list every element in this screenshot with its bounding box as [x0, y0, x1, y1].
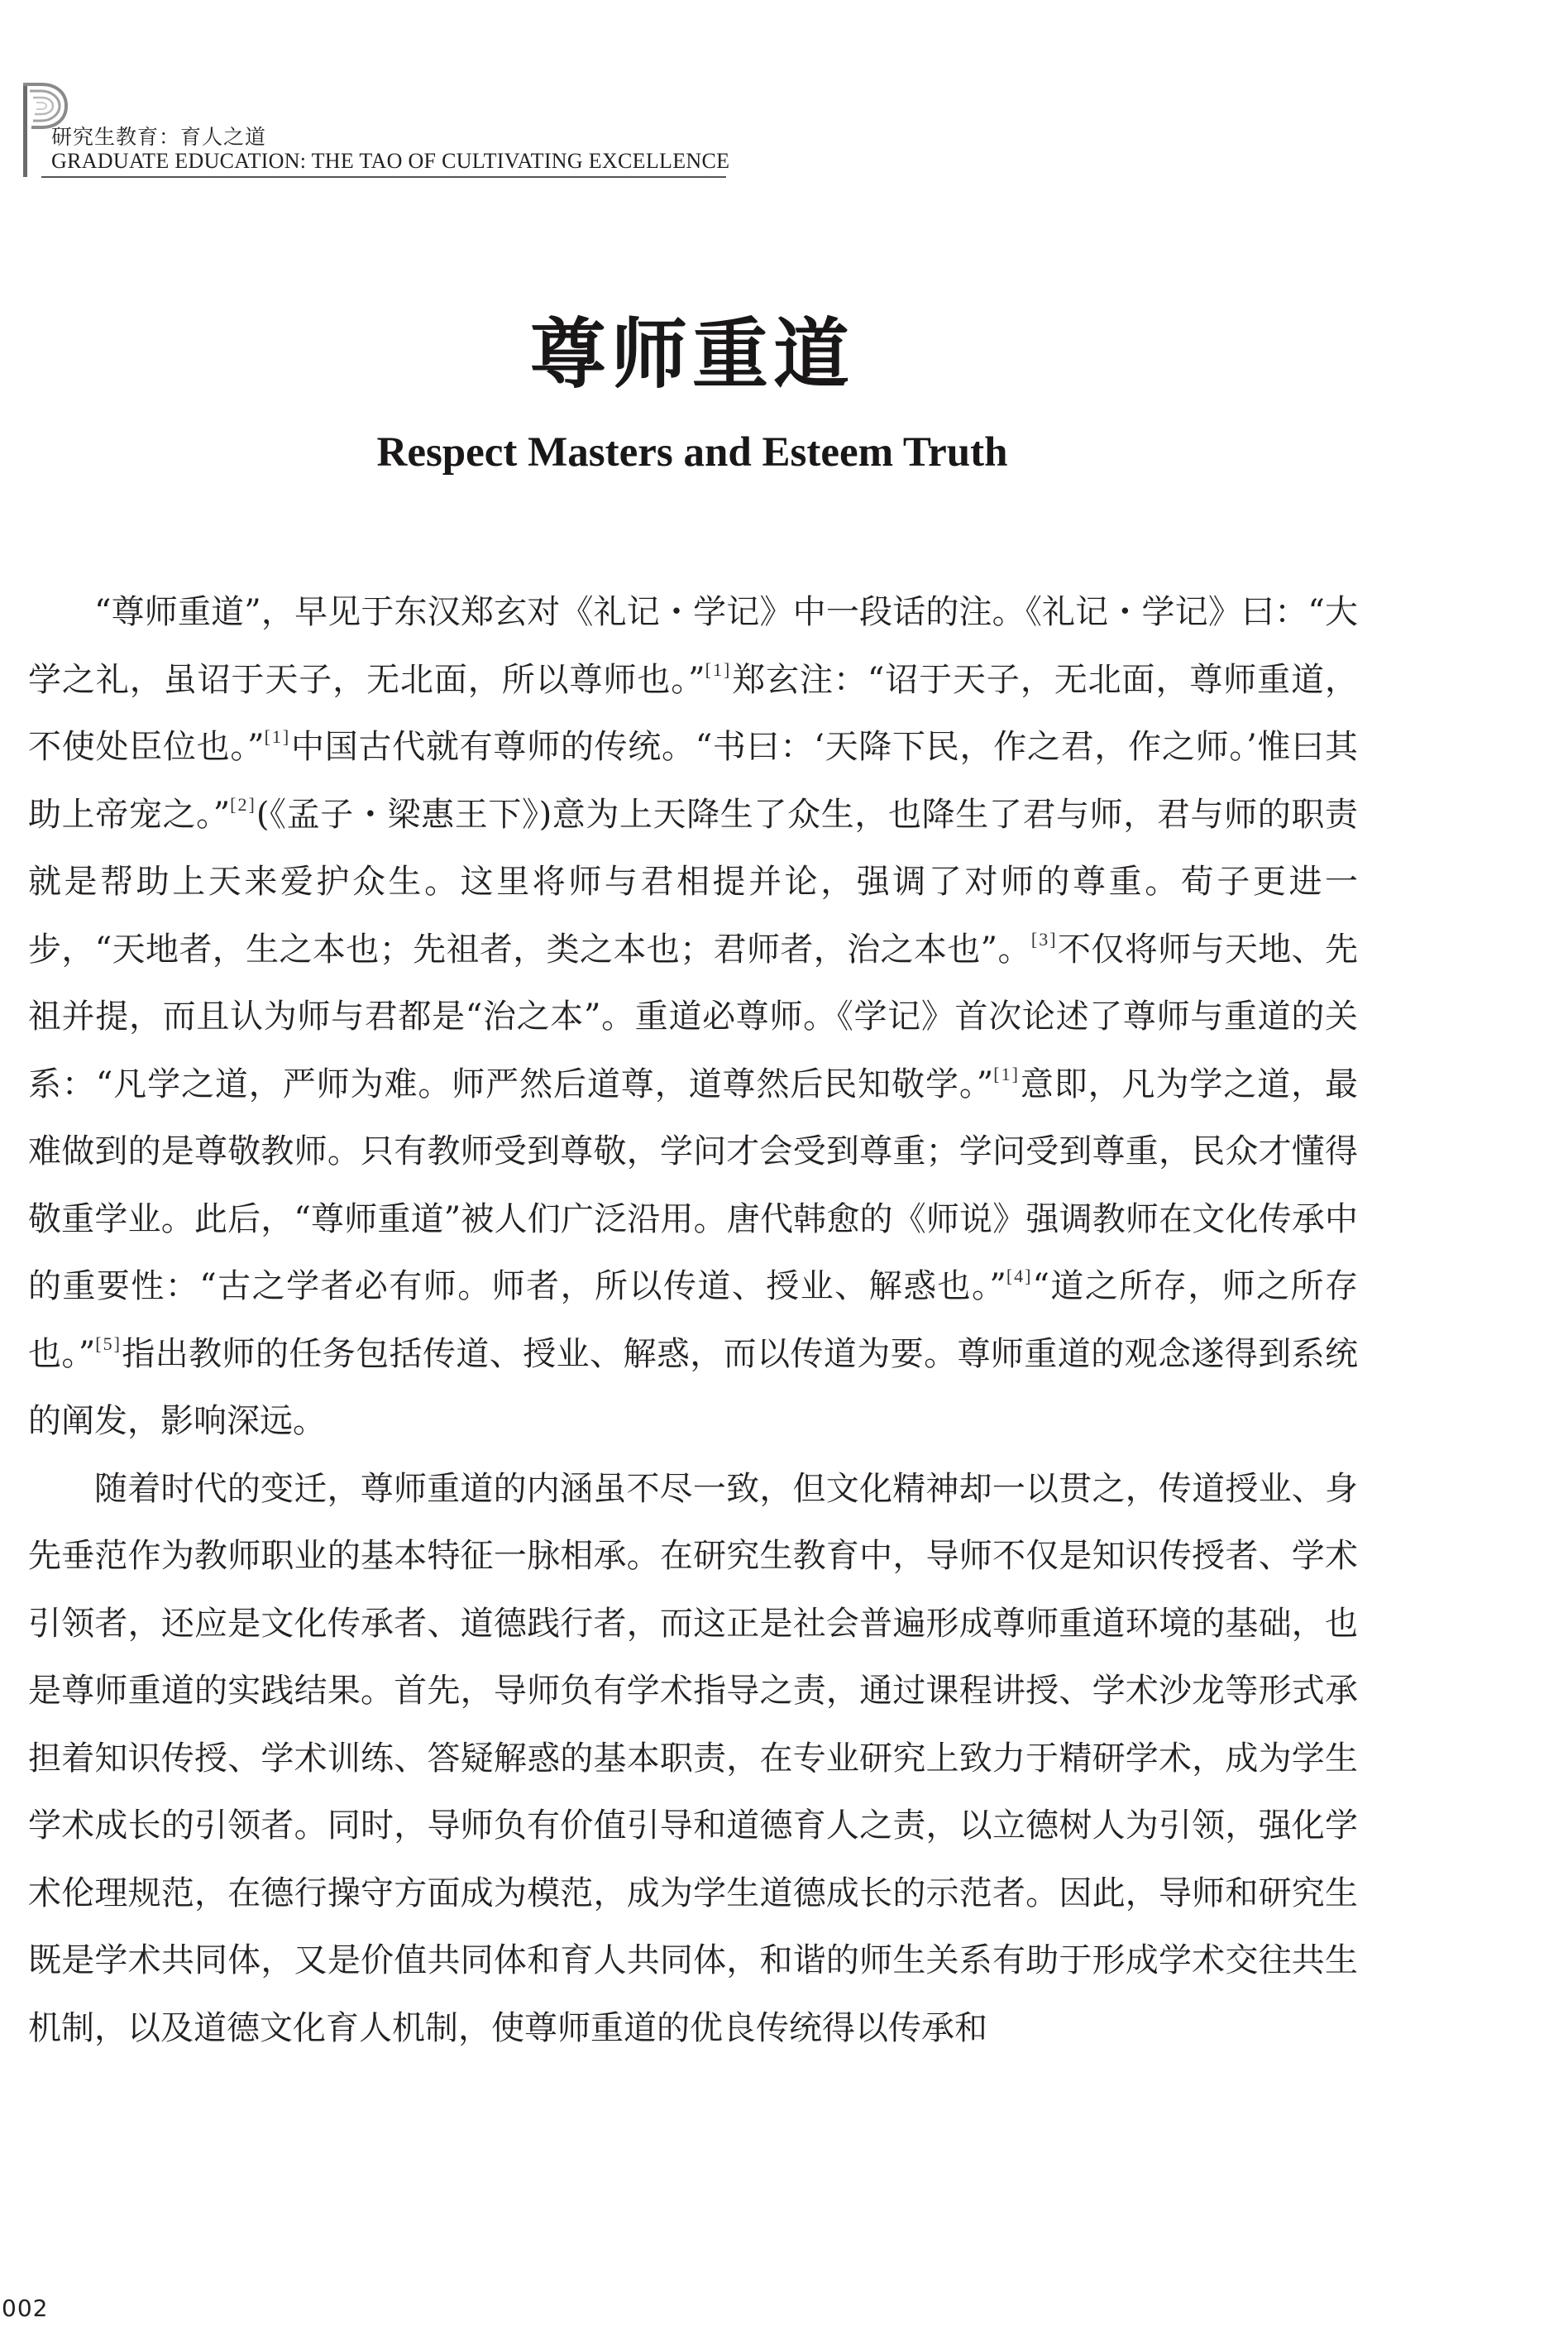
citation-marker: [1]: [993, 1063, 1020, 1084]
paragraph: [28, 579, 1358, 1456]
paragraph-text: 不仅将师与天地、先祖并提，而且认为师与君都是“治之本”。重道必尊师。《学记》首次论述了尊师与重道的关系：“凡学之道，严师为难。师严然后道尊，道尊然后民知敬学。”: [28, 930, 1359, 1103]
citation-marker: [4]: [1006, 1266, 1033, 1286]
paragraph-text: “道之所存，师之所存也。”: [28, 1267, 1358, 1373]
citation-marker: [1]: [264, 726, 291, 747]
paragraph-text: (《孟子・梁惠王下》)意为上天降生了众生，也降生了君与师，君与师的职责就是帮助上天来爱护众生。这里将师与君相提并论，强调了对师的尊重。荀子更进一步，“天地者，生之本也；先祖者，类之本也；君师者，治之本也”。: [28, 795, 1358, 969]
citation-marker: [3]: [1030, 928, 1058, 950]
article-title-english: Respect Masters and Esteem Truth: [376, 429, 1008, 476]
series-title-english: GRADUATE EDUCATION: THE TAO OF CULTIVATING EXCELLENCE: [51, 149, 730, 173]
paragraph-text: 中国古代就有尊师的传统。“书曰：‘天降下民，作之君，作之师。’惟曰其助上帝宠之。”: [28, 728, 1358, 834]
paragraph: [28, 1456, 1358, 2063]
paragraph-text: 随着时代的变迁，尊师重道的内涵虽不尽一致，但文化精神却一以贯之，传道授业、身先垂范作为教师职业的基本特征一脉相承。在研究生教育中，导师不仅是知识传授者、学术引领者，还应是文化传承者、道德践行者，而这正是社会普遍形成尊师重道环境的基础，也是尊师重道的实践结果。首先，导师负有学术指导之责，通过课程讲授、学术沙龙等形式承担着知识传授、学术训练、答疑解惑的基本职责，在专业研究上致力于精研学术，成为学生学术成长的引领者。同时，导师负有价值引导和道德育人之责，以立德树人为引领，强化学术伦理规范，在德行操守方面成为模范，成为学生道德成长的示范者。因此，导师和研究生既是学术共同体，又是价值共同体和育人共同体，和谐的师生关系有助于形成学术交往共生机制，以及道德文化育人机制，使尊师重道的优良传统得以传承和: [28, 1469, 1358, 2047]
article-body: [28, 579, 1358, 2062]
header-divider: [41, 176, 726, 178]
page-number: 002: [2, 2295, 49, 2322]
citation-marker: [1]: [705, 658, 732, 680]
paragraph-text: 郑玄注：“诏于天子，无北面，尊师重道，不使处臣位也。”: [28, 660, 1358, 766]
article-title-chinese: 尊师重道: [529, 309, 854, 399]
series-title-chinese: 研究生教育：育人之道: [51, 125, 267, 149]
paragraph-text: 指出教师的任务包括传道、授业、解惑，而以传道为要。尊师重道的观念遂得到系统的阐发，影响深远。: [28, 1334, 1358, 1440]
paragraph-text: 意即，凡为学之道，最难做到的是尊敬教师。只有教师受到尊敬，学问才会受到尊重；学问受到尊重，民众才懂得敬重学业。此后，“尊师重道”被人们广泛沿用。唐代韩愈的《师说》强调教师在文化传承中的重要性：“古之学者必有师。师者，所以传道、授业、解惑也。”: [28, 1065, 1358, 1305]
paragraph-text: “尊师重道”，早见于东汉郑玄对《礼记・学记》中一段话的注。《礼记・学记》曰：“大学之礼，虽诏于天子，无北面，所以尊师也。”: [28, 593, 1358, 699]
citation-marker: [2]: [230, 793, 256, 815]
citation-marker: [5]: [95, 1333, 122, 1354]
